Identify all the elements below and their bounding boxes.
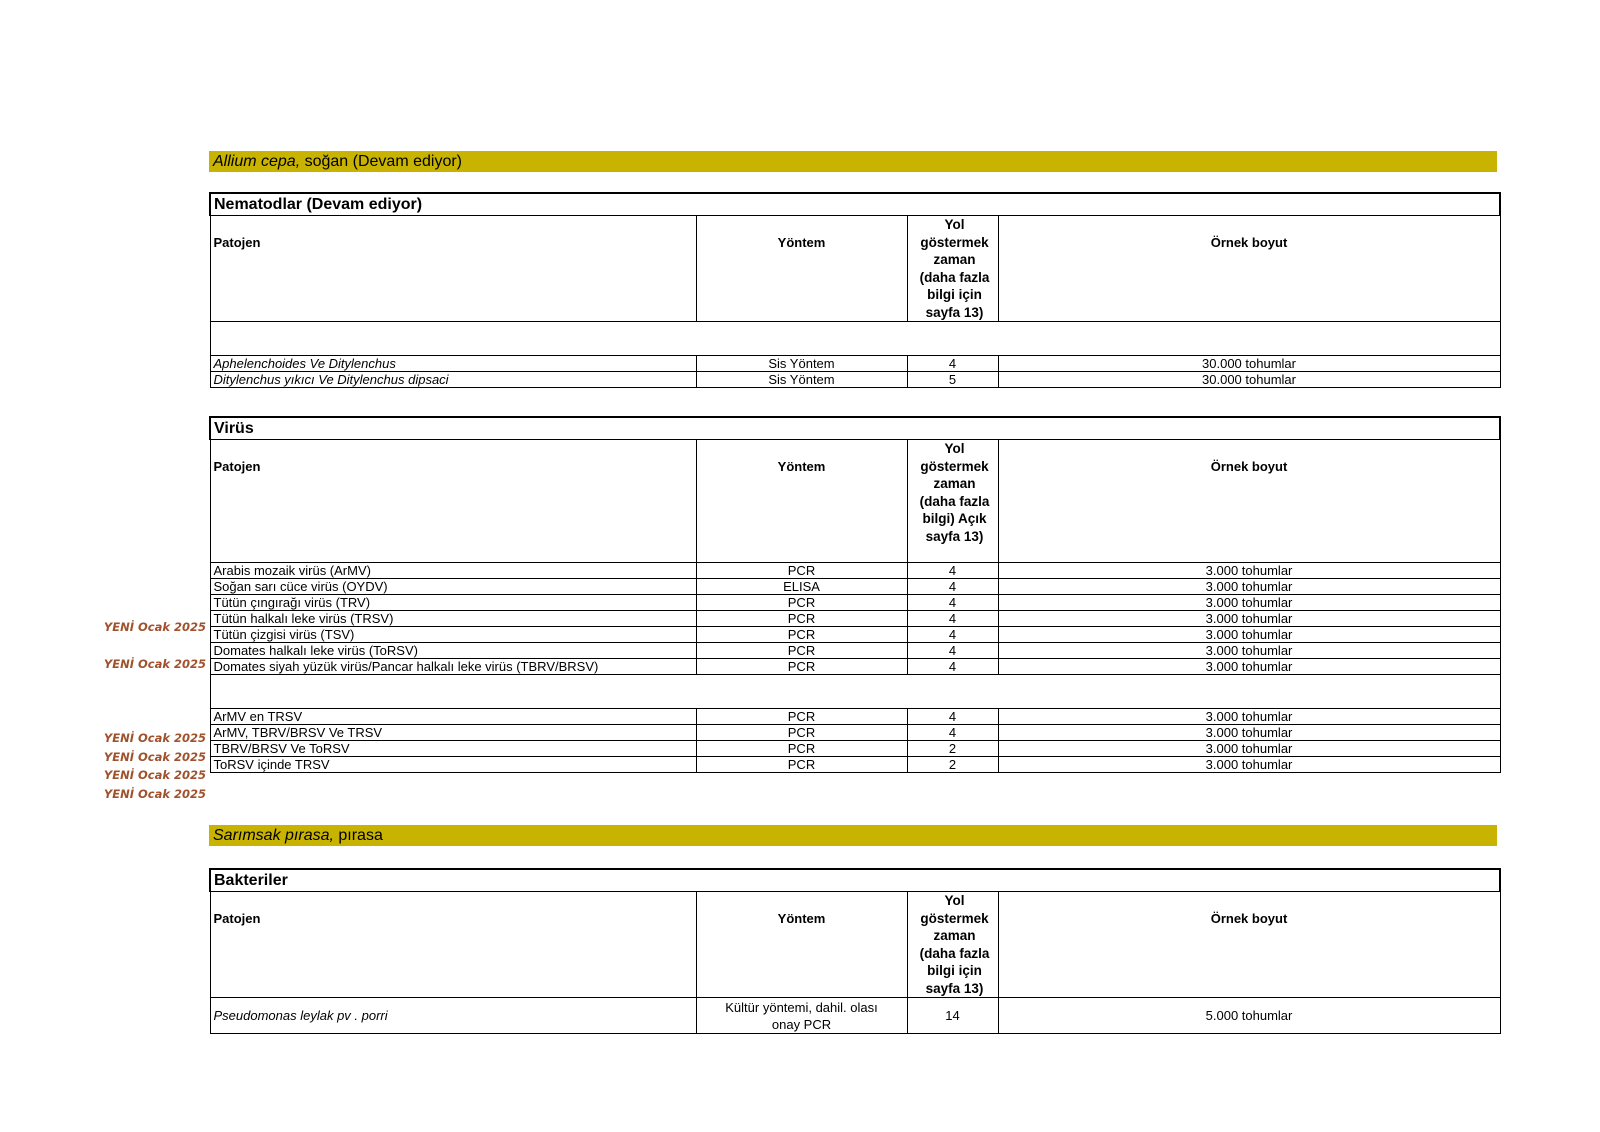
method-cell	[696, 998, 907, 1034]
table-row	[210, 372, 1500, 388]
lead-time-cell: 4	[907, 579, 998, 595]
table-row	[210, 563, 1500, 579]
section-title-scientific: Sarımsak pırasa,	[213, 827, 334, 844]
pathogen-cell: Pseudomonas leylak pv . porri	[210, 998, 696, 1034]
lead-time-cell: 4	[907, 643, 998, 659]
sample-size-cell: 3.000 tohumlar	[998, 643, 1500, 659]
sample-size-cell: 3.000 tohumlar	[998, 709, 1500, 725]
column-header-lead-time: Yol göstermek zaman (daha fazla bilgi) Açık sayfa 13)	[907, 440, 998, 563]
lead-time-cell: 14	[907, 998, 998, 1034]
lead-time-cell: 2	[907, 757, 998, 773]
method-cell: Sis Yöntem	[696, 372, 907, 388]
pathogen-cell: Ditylenchus yıkıcı Ve Ditylenchus dipsaci	[210, 372, 696, 388]
table-row	[210, 356, 1500, 372]
new-tag: YENİ Ocak 2025	[103, 787, 206, 801]
column-header-sample-size: Örnek boyut	[998, 892, 1500, 998]
method-cell: ELISA	[696, 579, 907, 595]
column-header-pathogen: Patojen	[210, 892, 696, 998]
table-row	[210, 643, 1500, 659]
sample-size-cell: 3.000 tohumlar	[998, 757, 1500, 773]
lead-time-cell: 4	[907, 595, 998, 611]
column-header-pathogen: Patojen	[210, 216, 696, 322]
method-cell: PCR	[696, 563, 907, 579]
lead-time-cell: 4	[907, 356, 998, 372]
column-header-sample-size: Örnek boyut	[998, 440, 1500, 563]
method-cell: PCR	[696, 741, 907, 757]
column-header-method: Yöntem	[696, 216, 907, 322]
pathogen-cell: Domates siyah yüzük virüs/Pancar halkalı leke virüs (TBRV/BRSV)	[210, 659, 696, 675]
new-tag: YENİ Ocak 2025	[103, 750, 206, 764]
pathogen-cell: Tütün çizgisi virüs (TSV)	[210, 627, 696, 643]
lead-time-cell: 4	[907, 563, 998, 579]
new-tag: YENİ Ocak 2025	[103, 731, 206, 745]
section-title-scientific: Allium cepa,	[213, 153, 301, 170]
pathogen-cell: Soğan sarı cüce virüs (OYDV)	[210, 579, 696, 595]
spacer-row	[210, 675, 1500, 709]
column-header-method: Yöntem	[696, 440, 907, 563]
column-header-method: Yöntem	[696, 892, 907, 998]
table-row	[210, 709, 1500, 725]
sample-size-cell: 30.000 tohumlar	[998, 356, 1500, 372]
virus-table	[209, 416, 1501, 773]
spacer-row	[210, 322, 1500, 356]
table-row	[210, 659, 1500, 675]
nematodes-table	[209, 192, 1501, 388]
sample-size-cell: 3.000 tohumlar	[998, 725, 1500, 741]
lead-time-cell: 2	[907, 741, 998, 757]
method-cell: PCR	[696, 643, 907, 659]
bacteria-table	[209, 868, 1501, 1034]
table-title: Nematodlar (Devam ediyor)	[210, 193, 1500, 216]
column-header-lead-time: Yol göstermek zaman (daha fazla bilgi için sayfa 13)	[907, 216, 998, 322]
sample-size-cell: 3.000 tohumlar	[998, 611, 1500, 627]
pathogen-cell: Aphelenchoides Ve Ditylenchus	[210, 356, 696, 372]
pathogen-cell: Tütün çıngırağı virüs (TRV)	[210, 595, 696, 611]
pathogen-cell: Tütün halkalı leke virüs (TRSV)	[210, 611, 696, 627]
sample-size-cell: 3.000 tohumlar	[998, 659, 1500, 675]
new-tag: YENİ Ocak 2025	[103, 657, 206, 671]
section-title-common: pırasa	[333, 827, 383, 844]
section-band-onion	[209, 151, 1497, 172]
method-cell: PCR	[696, 709, 907, 725]
section-band-leek	[209, 825, 1497, 846]
sample-size-cell: 3.000 tohumlar	[998, 579, 1500, 595]
table-row	[210, 627, 1500, 643]
column-header-lead-time: Yol göstermek zaman (daha fazla bilgi için sayfa 13)	[907, 892, 998, 998]
new-tag: YENİ Ocak 2025	[103, 620, 206, 634]
lead-time-cell: 4	[907, 725, 998, 741]
table-row	[210, 757, 1500, 773]
method-cell: Sis Yöntem	[696, 356, 907, 372]
lead-time-cell: 4	[907, 627, 998, 643]
method-cell: PCR	[696, 659, 907, 675]
table-row	[210, 579, 1500, 595]
method-cell: PCR	[696, 725, 907, 741]
sample-size-cell: 30.000 tohumlar	[998, 372, 1500, 388]
pathogen-cell: ArMV, TBRV/BRSV Ve TRSV	[210, 725, 696, 741]
table-title: Bakteriler	[210, 869, 1500, 892]
method-cell: PCR	[696, 757, 907, 773]
column-header-sample-size: Örnek boyut	[998, 216, 1500, 322]
section-title-common: soğan (Devam ediyor)	[300, 153, 462, 170]
pathogen-cell: ToRSV içinde TRSV	[210, 757, 696, 773]
method-cell: PCR	[696, 595, 907, 611]
pathogen-cell: TBRV/BRSV Ve ToRSV	[210, 741, 696, 757]
sample-size-cell: 3.000 tohumlar	[998, 595, 1500, 611]
new-tag: YENİ Ocak 2025	[103, 768, 206, 782]
pathogen-cell: Domates halkalı leke virüs (ToRSV)	[210, 643, 696, 659]
sample-size-cell: 5.000 tohumlar	[998, 998, 1500, 1034]
method-cell: PCR	[696, 627, 907, 643]
table-title: Virüs	[210, 417, 1500, 440]
method-line: Kültür yöntemi, dahil. olası	[725, 999, 878, 1015]
lead-time-cell: 5	[907, 372, 998, 388]
method-line: onay PCR	[771, 1016, 832, 1032]
method-cell: PCR	[696, 611, 907, 627]
lead-time-cell: 4	[907, 611, 998, 627]
pathogen-cell: ArMV en TRSV	[210, 709, 696, 725]
sample-size-cell: 3.000 tohumlar	[998, 741, 1500, 757]
column-header-pathogen: Patojen	[210, 440, 696, 563]
table-row	[210, 725, 1500, 741]
pathogen-cell: Arabis mozaik virüs (ArMV)	[210, 563, 696, 579]
table-row	[210, 741, 1500, 757]
lead-time-cell: 4	[907, 659, 998, 675]
table-row	[210, 595, 1500, 611]
table-row	[210, 998, 1500, 1034]
sample-size-cell: 3.000 tohumlar	[998, 627, 1500, 643]
sample-size-cell: 3.000 tohumlar	[998, 563, 1500, 579]
lead-time-cell: 4	[907, 709, 998, 725]
table-row	[210, 611, 1500, 627]
